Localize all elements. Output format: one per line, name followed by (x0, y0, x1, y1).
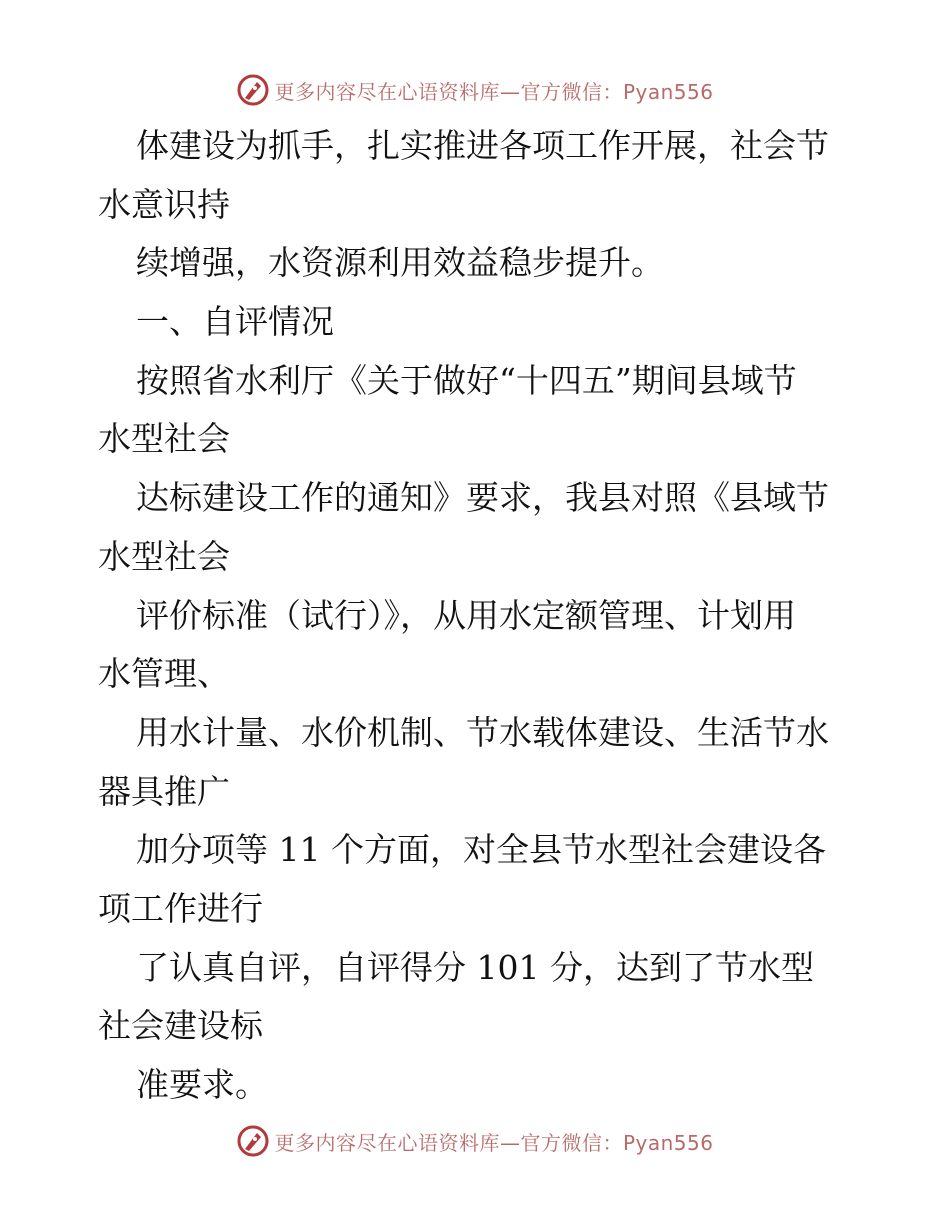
body-line: 续增强，水资源利用效益稳步提升。 (136, 243, 664, 283)
body-line: 项工作进行 (98, 888, 263, 928)
body-line: 加分项等 11 个方面，对全县节水型社会建设各 (136, 830, 826, 870)
pen-nib-circle-icon (236, 1124, 270, 1158)
pen-nib-circle-icon (236, 73, 270, 107)
footer-watermark-banner (0, 1121, 950, 1161)
header-watermark-text: 更多内容尽在心语资料库—官方微信：Pyan556 (274, 79, 714, 104)
body-line: 水型社会 (98, 536, 230, 576)
section-heading: 一、自评情况 (136, 302, 334, 342)
body-line: 水意识持 (98, 184, 230, 224)
header-watermark-banner (0, 70, 950, 110)
body-line: 社会建设标 (98, 1006, 263, 1046)
body-line: 水型社会 (98, 419, 230, 459)
body-line: 了认真自评，自评得分 101 分，达到了节水型 (136, 947, 814, 987)
body-line: 按照省水利厅《关于做好“十四五”期间县域节 (136, 360, 797, 400)
footer-watermark-text: 更多内容尽在心语资料库—官方微信：Pyan556 (274, 1130, 714, 1155)
body-line: 用水计量、水价机制、节水载体建设、生活节水 (136, 712, 829, 752)
body-line: 体建设为抓手，扎实推进各项工作开展，社会节 (136, 126, 829, 165)
body-line: 准要求。 (136, 1065, 268, 1104)
body-line: 器具推广 (98, 771, 230, 811)
document-body (98, 117, 858, 1115)
body-line: 达标建设工作的通知》要求，我县对照《县域节 (136, 478, 829, 518)
body-line: 水管理、 (98, 654, 230, 694)
body-line: 评价标准（试行）》，从用水定额管理、计划用 (136, 595, 796, 635)
